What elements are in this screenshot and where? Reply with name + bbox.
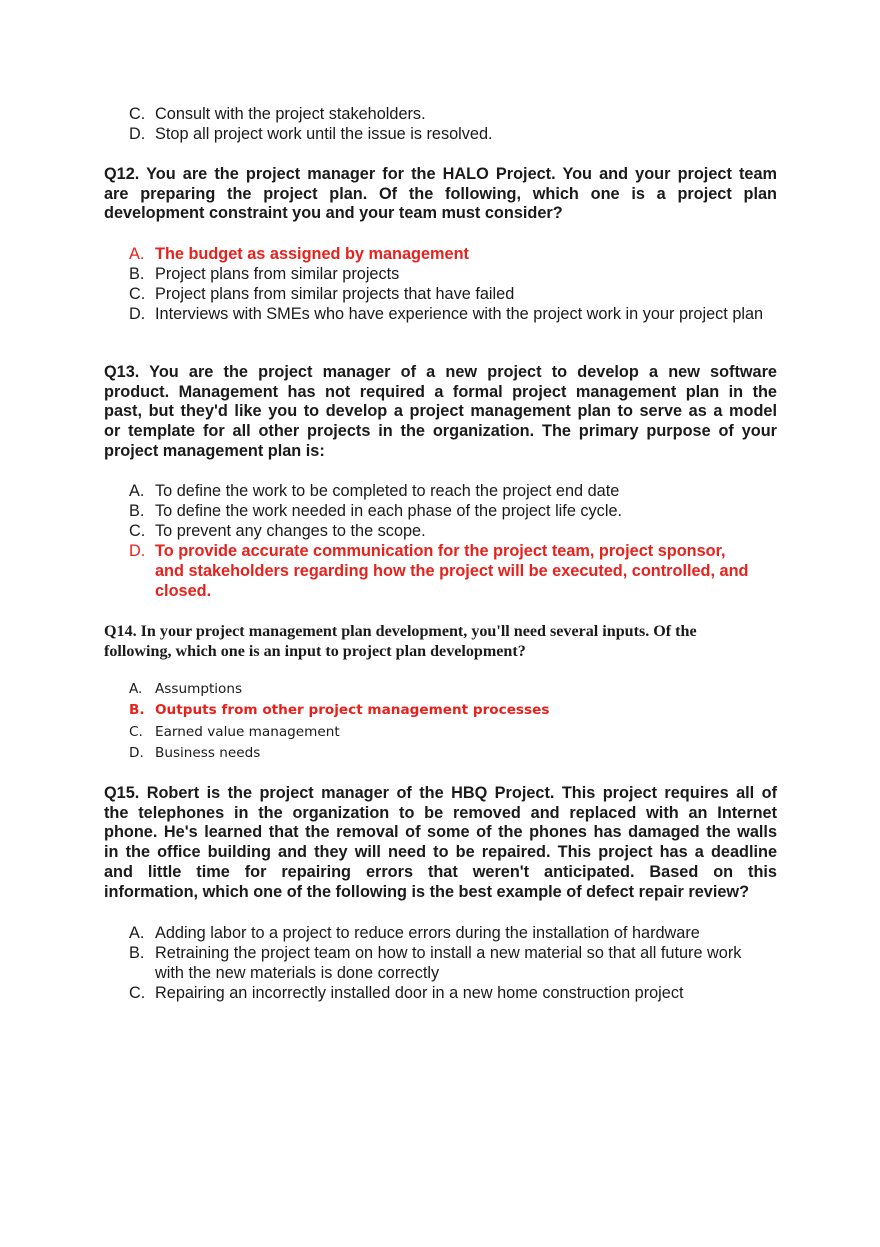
q15-option-a: A. Adding labor to a project to reduce errors during the installation of hardware: [129, 924, 700, 942]
q14-line: Q14. In your project management plan development, you'll need several inputs. Of the: [104, 623, 697, 640]
q14-line: following, which one is an input to project plan development?: [104, 642, 526, 660]
q13-question: [104, 363, 777, 462]
q13-options: [129, 481, 779, 601]
q15-line: the telephones in the organization to be removed and replaced with an Internet: [104, 803, 777, 822]
q14-option-a: A. Assumptions: [129, 681, 243, 697]
q15-options: [129, 923, 749, 1003]
q13-option-d-correct: D. To provide accurate communication for the project team, project sponsor, and stakeholders regarding how the project will be executed, controlled, and closed.: [129, 542, 749, 600]
q14-option-d: D. Business needs: [129, 744, 261, 761]
q13-option-a: A. To define the work to be completed to reach the project end date: [129, 482, 620, 500]
q12-option-c: C. Project plans from similar projects that have failed: [129, 285, 515, 303]
q12-option-d: D. Interviews with SMEs who have experience with the project work in your project plan: [129, 305, 764, 323]
q13-line: Q13. You are the project manager of a new project to develop a new software: [104, 363, 777, 381]
q13-line: past, but they'd like you to develop a project management plan to serve as a model: [104, 402, 777, 421]
q15-line: phone. He's learned that the removal of some of the phones has damaged the walls: [104, 823, 777, 842]
q12-line: are preparing the project plan. Of the following, which one is a project plan: [104, 184, 777, 203]
q15-line: Q15. Robert is the project manager of the HBQ Project. This project requires all of: [104, 784, 777, 802]
q12-option-b: B. Project plans from similar projects: [129, 265, 400, 283]
q13-option-c: C. To prevent any changes to the scope.: [129, 522, 426, 540]
q11-option-d: D. Stop all project work until the issue is resolved.: [129, 125, 493, 143]
q15-option-b: B. Retraining the project team on how to install a new material so that all future work with the new materials is done correctly: [129, 944, 742, 982]
q15-line: in the office building and they will need to be repaired. This project has a deadline: [104, 843, 777, 862]
q13-option-b: B. To define the work needed in each phase of the project life cycle.: [129, 502, 623, 520]
q13-line: product. Management has not required a formal project management plan in the: [104, 382, 777, 401]
q15-question: [104, 784, 777, 902]
q15-line: information, which one of the following is the best example of defect repair review?: [104, 882, 750, 901]
q14-question: [104, 622, 784, 661]
q11-options: [129, 104, 779, 144]
q14-options: [129, 679, 779, 764]
q15-option-c: C. Repairing an incorrectly installed door in a new home construction project: [129, 984, 684, 1002]
q12-option-a-correct: A. The budget as assigned by management: [129, 245, 469, 263]
q12-line: development constraint you and your team must consider?: [104, 204, 563, 223]
q12-question: [104, 165, 777, 224]
q14-option-c: C. Earned value management: [129, 723, 340, 740]
q12-options: [129, 244, 779, 324]
q13-line: or template for all other projects in the organization. The primary purpose of your: [104, 422, 777, 441]
q11-option-c: C. Consult with the project stakeholders.: [129, 105, 426, 123]
q13-line: project management plan is:: [104, 441, 325, 460]
q14-option-b-correct: B. Outputs from other project management processes: [129, 702, 550, 719]
q12-line: Q12. You are the project manager for the HALO Project. You and your project team: [104, 165, 777, 183]
q15-line: and little time for repairing errors that weren't anticipated. Based on this: [104, 862, 777, 881]
